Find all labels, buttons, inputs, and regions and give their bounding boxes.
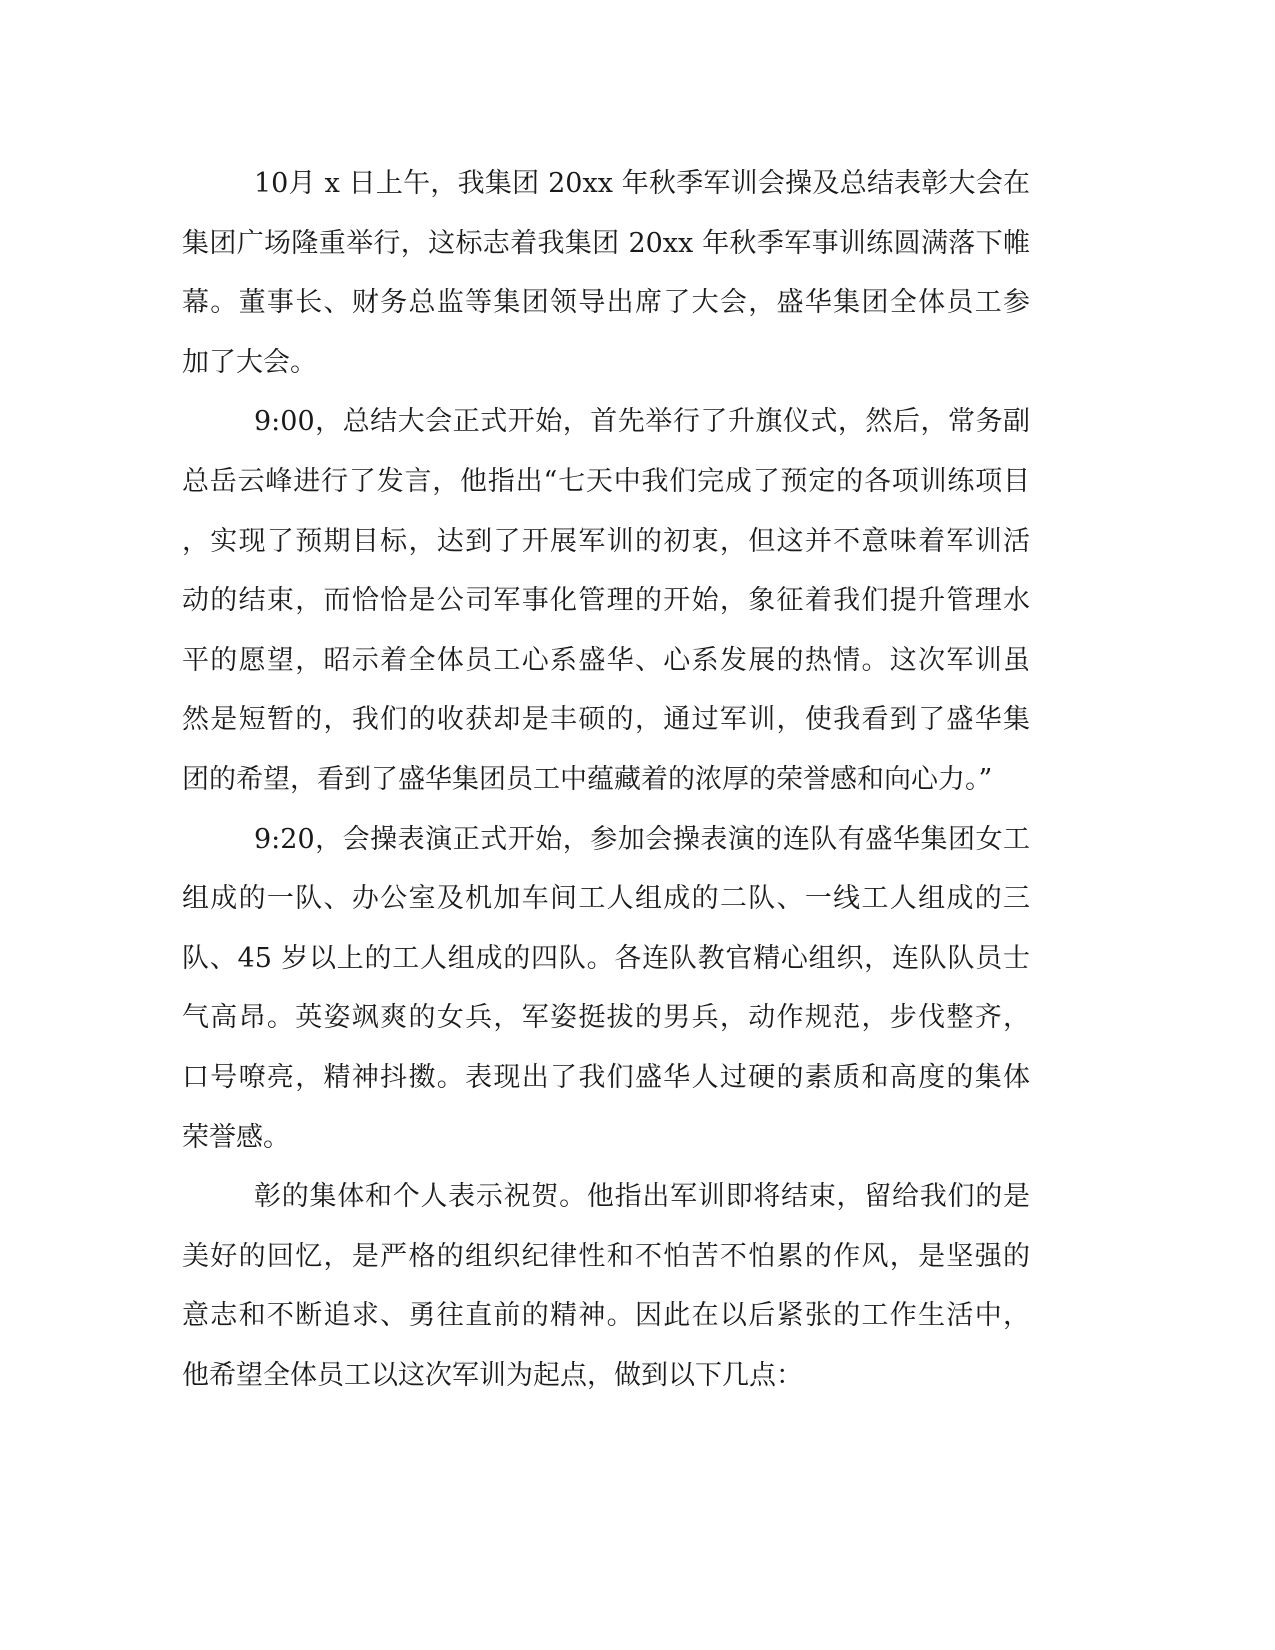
text-line: 平的愿望，昭示着全体员工心系盛华、心系发展的热情。这次军训虽	[182, 644, 1030, 676]
text-line: 荣誉感。	[182, 1121, 290, 1153]
text-line: 口号嘹亮，精神抖擞。表现出了我们盛华人过硬的素质和高度的集体	[182, 1061, 1030, 1093]
text-line: 幕。董事长、财务总监等集团领导出席了大会，盛华集团全体员工参	[182, 287, 1030, 319]
text-line: 总岳云峰进行了发言，他指出“七天中我们完成了预定的各项训练项目	[182, 465, 1030, 497]
text-line: 动的结束，而恰恰是公司军事化管理的开始，象征着我们提升管理水	[182, 585, 1030, 617]
text-line: 9:00，总结大会正式开始，首先举行了升旗仪式，然后，常务副	[254, 406, 1030, 438]
text-line: 气高昂。英姿飒爽的女兵，军姿挺拔的男兵，动作规范，步伐整齐，	[182, 1002, 1030, 1034]
paragraph	[182, 154, 1030, 392]
text-line: ，实现了预期目标，达到了开展军训的初衷，但这并不意味着军训活	[182, 525, 1030, 557]
text-line: 彰的集体和个人表示祝贺。他指出军训即将结束，留给我们的是	[254, 1181, 1030, 1213]
text-line: 美好的回忆，是严格的组织纪律性和不怕苦不怕累的作风，是坚强的	[182, 1240, 1030, 1272]
paragraph	[182, 1167, 1030, 1405]
document-body	[182, 154, 1030, 1405]
paragraph	[182, 392, 1030, 809]
text-line: 他希望全体员工以这次军训为起点，做到以下几点：	[182, 1359, 803, 1391]
text-line: 10月 x 日上午，我集团 20xx 年秋季军训会操及总结表彰大会在	[254, 168, 1030, 199]
text-line: 团的希望，看到了盛华集团员工中蕴藏着的浓厚的荣誉感和向心力。”	[182, 763, 993, 795]
text-line: 加了大会。	[182, 346, 317, 378]
text-line: 集团广场隆重举行，这标志着我集团 20xx 年秋季军事训练圆满落下帷	[182, 227, 1030, 259]
text-line: 意志和不断追求、勇往直前的精神。因此在以后紧张的工作生活中，	[182, 1300, 1030, 1332]
paragraph	[182, 810, 1030, 1168]
text-line: 组成的一队、办公室及机加车间工人组成的二队、一线工人组成的三	[182, 883, 1030, 915]
text-line: 9:20，会操表演正式开始，参加会操表演的连队有盛华集团女工	[254, 823, 1030, 855]
text-line: 队、45 岁以上的工人组成的四队。各连队教官精心组织，连队队员士	[182, 942, 1030, 974]
text-line: 然是短暂的，我们的收获却是丰硕的，通过军训，使我看到了盛华集	[182, 704, 1030, 736]
